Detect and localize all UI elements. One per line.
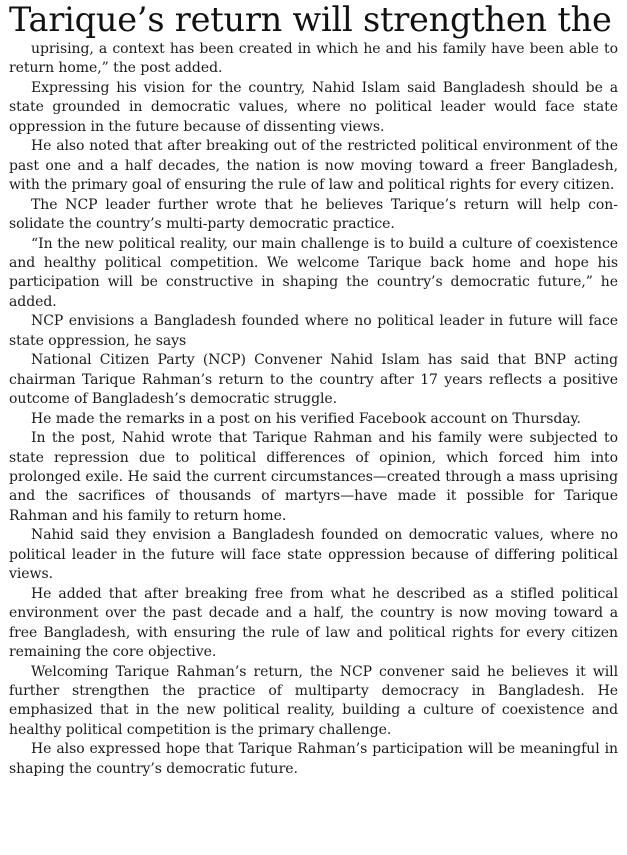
article-paragraph: “In the new political reality, our main challenge is to build a culture of coexistence and healthy political competition. We welcome Tarique back home and hope his participation will be constructive in shaping the country’s democratic future,” he added. xyxy=(9,235,618,310)
article-paragraph: Expressing his vision for the country, Nahid Islam said Bangladesh should be a state grounded in democratic values, where no political leader would face state oppression in the future because of dissenting views. xyxy=(9,79,618,135)
article-paragraph: Nahid said they envision a Bangladesh founded on democratic values, where no political leader in the future will face state oppression because of differing political views. xyxy=(9,527,618,583)
article-paragraph: He added that after breaking free from what he described as a stifled political environment over the past decade and a half, the country is now moving toward a free Bangladesh, with ensuring the rule of law and political rights for every citizen remaining the core objective. xyxy=(9,585,618,661)
article-paragraph: He also noted that after breaking out of the restricted political environment of the past one and a half decades, the nation is now moving toward a freer Bangladesh, with the primary goal of ensuring the rule of law and political rights for every citizen. xyxy=(9,138,618,194)
article-paragraph: NCP envisions a Bangladesh founded where no political leader in future will face state oppression, he says xyxy=(9,313,618,349)
article-paragraph: He also expressed hope that Tarique Rahman’s participation will be meaningful in shaping the country’s democratic future. xyxy=(9,741,618,777)
article-body xyxy=(9,40,618,779)
article-paragraph: The NCP leader further wrote that he believes Tarique’s return will help consolidate the country’s multi-party democratic practice. xyxy=(9,196,618,233)
article-paragraph: uprising, a context has been created in which he and his family have been able to return home,” the post added. xyxy=(9,41,618,77)
article-headline: Tarique’s return will strengthen the xyxy=(9,0,612,39)
article-paragraph: National Citizen Party (NCP) Convener Nahid Islam has said that BNP acting chairman Tarique Rahman’s return to the country after 17 years reflects a positive outcome of Bangladesh’s democratic struggle. xyxy=(9,352,618,408)
article-paragraph: Welcoming Tarique Rahman’s return, the NCP convener said he believes it will further strengthen the practice of multiparty democracy in Bangladesh. He emphasized that in the new political reality, building a culture of coexistence and healthy political competition is the primary challenge. xyxy=(9,663,618,738)
article-paragraph: In the post, Nahid wrote that Tarique Rahman and his family were subjected to state repression due to political differences of opinion, which forced him into prolonged exile. He said the current circumstances—created through a mass uprising and the sacrifices of thousands of martyrs—have made it possible for Tarique Rahman and his family to return home. xyxy=(9,430,618,524)
article-paragraph: He made the remarks in a post on his verified Facebook account on Thursday. xyxy=(31,410,581,427)
